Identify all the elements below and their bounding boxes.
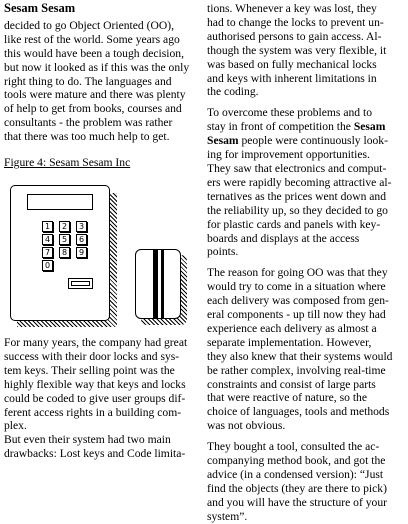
text-line: tools were mature and there was plenty <box>4 88 186 102</box>
paragraph <box>207 266 405 433</box>
text-line: but now it looked as if this was the only <box>4 60 190 74</box>
text-line: system”. <box>207 509 248 523</box>
text-line: could be coded to give user groups dif- <box>4 391 186 405</box>
text-line: separate implementation. However, <box>207 335 372 349</box>
text-line: ing for improvement opportunities. <box>207 148 370 162</box>
text-line: though the system was very flexible, it <box>207 43 387 57</box>
text-fragment: stay in front of competition the <box>207 120 354 134</box>
keypad-key: 9 <box>76 247 87 258</box>
access-panel <box>10 185 110 321</box>
text-line: experience each delivery as almost a <box>207 321 377 335</box>
text-line: constraints and consist of large parts <box>207 377 376 391</box>
text-line: tions. Whenever a key was lost, they <box>207 2 377 15</box>
keypad-key: 6 <box>76 234 87 245</box>
text-line: ferent access rights in a building com- <box>4 405 182 419</box>
brand-name: Sesam <box>207 134 239 148</box>
text-line: points. <box>207 245 239 259</box>
text-line: was based on fully mechanical locks <box>207 57 377 71</box>
text-line: choice of languages, tools and methods <box>207 405 390 419</box>
paragraph <box>207 440 405 523</box>
text-line <box>207 134 405 148</box>
access-card <box>135 249 181 319</box>
text-line: the reliability up, so they decided to go <box>207 203 388 217</box>
keypad-key: 2 <box>59 221 70 232</box>
text-line: ers were rapidly becoming attractive al- <box>207 175 392 189</box>
brand-name: Sesam <box>353 120 386 134</box>
text-line: of help to get from books, courses and <box>4 102 182 116</box>
text-line: The reason for going OO was that they <box>207 266 388 280</box>
text-line: eral components - up till now they had <box>207 308 386 322</box>
text-line: find the objects (they are there to pick) <box>207 481 387 495</box>
text-line: that there was too much help to get. <box>4 130 170 144</box>
text-line: that were reactive of nature, so the <box>207 391 367 405</box>
text-line: They bought a tool, consulted the ac- <box>207 440 380 454</box>
text-line: authorised persons to gain access. Al- <box>207 29 382 43</box>
keypad-key: 5 <box>59 234 70 245</box>
text-line: advice (in a condensed version): “Just <box>207 468 384 481</box>
card-stripe <box>153 249 158 319</box>
text-line: But even their system had two main <box>4 433 171 447</box>
figure-caption: Figure 4: Sesam Sesam Inc <box>4 156 131 170</box>
figure-illustration <box>4 185 198 327</box>
text-line: tem keys. Their selling point was the <box>4 363 175 377</box>
text-line: for plastic cards and panels with key- <box>207 217 381 231</box>
article-title: Sesam Sesam <box>4 1 76 15</box>
text-line: like rest of the world. Some years ago <box>4 32 180 46</box>
text-line: They saw that electronics and comput- <box>207 161 387 175</box>
text-line: consultants - the problem was rather <box>4 116 173 130</box>
text-line: had to change the locks to prevent un- <box>207 15 384 29</box>
text-line: they also knew that their systems would <box>207 349 393 363</box>
text-line: be rather complex, involving real-time <box>207 363 386 377</box>
intro-paragraph <box>4 19 198 144</box>
text-line: each delivery was composed from gen- <box>207 294 389 308</box>
text-line: drawbacks: Lost keys and Code limita- <box>4 447 186 461</box>
text-line: and keys with inherent limitations in <box>207 71 377 85</box>
text-line: decided to go Object Oriented (OO), <box>4 18 174 32</box>
text-line: right thing to do. The languages and <box>4 74 172 88</box>
keypad-key: 1 <box>42 221 53 232</box>
text-line: boards and displays at the access <box>207 231 360 245</box>
text-line: the coding. <box>207 85 259 99</box>
paragraph <box>207 106 405 259</box>
left-column <box>4 0 198 170</box>
keypad-key: 3 <box>76 221 87 232</box>
keypad-key: 0 <box>42 260 53 271</box>
left-column-lower <box>4 336 200 461</box>
text-line: ternatives as the prices went down and <box>207 189 387 203</box>
panel-display <box>27 194 93 210</box>
card-slot-inner <box>71 281 90 286</box>
paragraph <box>207 2 405 99</box>
card-stripe <box>161 249 164 319</box>
keypad-key: 8 <box>59 247 70 258</box>
right-column <box>207 2 405 524</box>
keypad-key: 7 <box>42 247 53 258</box>
text-line: success with their door locks and sys- <box>4 349 180 363</box>
text-line: plex. <box>4 419 27 433</box>
text-line <box>207 120 405 134</box>
text-line: this would have been a tough decision, <box>4 46 184 60</box>
text-line: companying method book, and got the <box>207 454 386 468</box>
keypad-key: 4 <box>42 234 53 245</box>
text-line: For many years, the company had great <box>4 336 188 349</box>
text-fragment: people were continuously look- <box>238 134 388 148</box>
text-line: and you will have the structure of your <box>207 495 387 509</box>
text-line: To overcome these problems and to <box>207 106 372 120</box>
text-line: would try to come in a situation where <box>207 280 386 294</box>
text-line: highly flexible way that keys and locks <box>4 377 186 391</box>
text-line: was not obvious. <box>207 419 286 433</box>
